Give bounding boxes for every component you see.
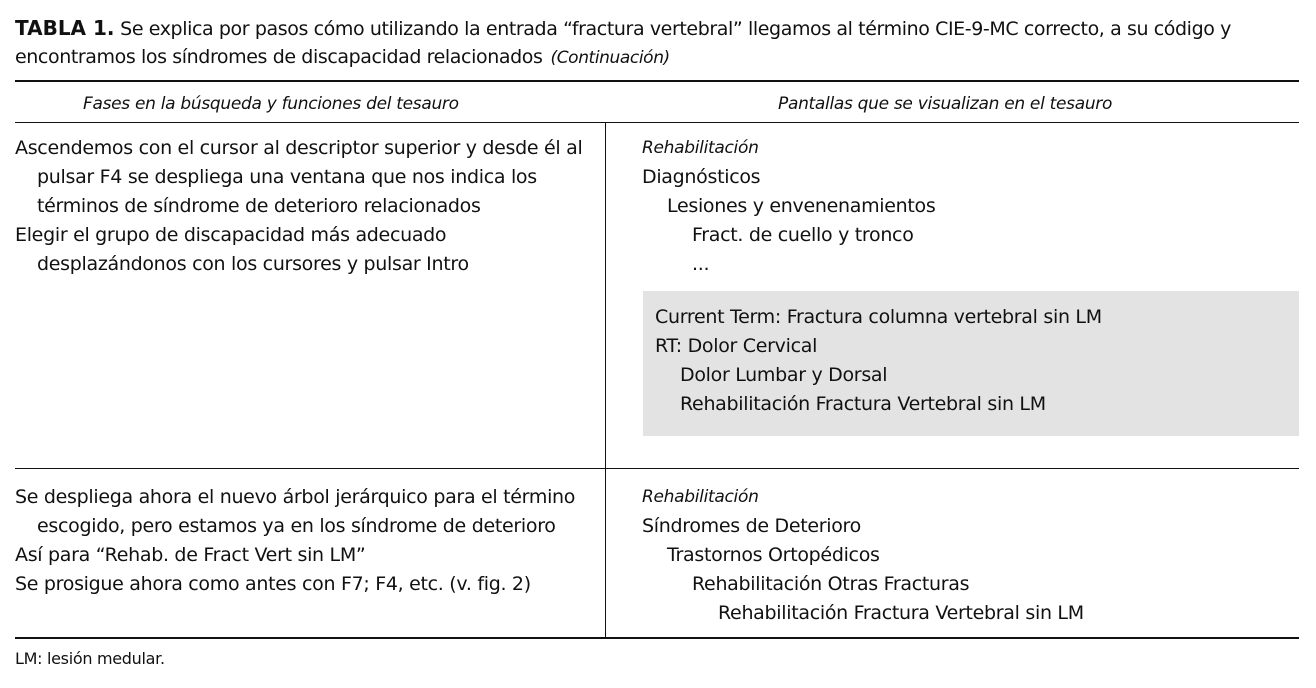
column-header-screens: Pantallas que se visualizan en el tesauro: [778, 94, 1113, 114]
row-divider: [15, 468, 1299, 469]
row1-tree-ellipsis: ...: [692, 253, 710, 275]
row1-step-1: Ascendemos con el cursor al descriptor superior y desde él al pulsar F4 se despliega una ventana que nos indica los términos de síndrome de deterioro relacionados: [15, 137, 583, 217]
row2-step-1: Se despliega ahora el nuevo árbol jerárquico para el término escogido, pero estamos ya en los síndrome de deterioro: [15, 486, 576, 537]
row2-step-2: Así para “Rehab. de Fract Vert sin LM”: [15, 544, 366, 566]
column-divider: [605, 123, 606, 637]
row2-tree-level4: Rehabilitación Fractura Vertebral sin LM: [718, 602, 1084, 624]
caption-text: Se explica por pasos cómo utilizando la entrada “fractura vertebral” llegamos al término CIE-9-MC correcto, a su código y encontramos los síndromes de discapacidad relacionados: [15, 18, 1231, 68]
related-term-item: Dolor Lumbar y Dorsal: [680, 364, 888, 386]
row1-step-2: Elegir el grupo de discapacidad más adecuado desplazándonos con los cursores y pulsar Intro: [15, 224, 469, 275]
row2-tree-root: Rehabilitación: [642, 487, 759, 507]
related-terms-window: [643, 291, 1299, 436]
footnote: LM: lesión medular.: [15, 649, 165, 668]
caption-continuation: (Continuación): [550, 48, 670, 68]
row1-tree: [642, 134, 1297, 279]
table-caption: [15, 14, 1305, 72]
row1-steps: [15, 134, 600, 279]
row1-tree-level2: Lesiones y envenenamientos: [667, 195, 936, 217]
related-term-item: Rehabilitación Fractura Vertebral sin LM: [680, 393, 1046, 415]
top-rule: [15, 80, 1299, 82]
bottom-rule: [15, 637, 1299, 639]
row2-tree: [642, 483, 1297, 628]
row2-tree-level3: Rehabilitación Otras Fracturas: [692, 573, 970, 595]
column-header-phases: Fases en la búsqueda y funciones del tesauro: [83, 94, 459, 114]
related-term-label: RT: Dolor Cervical: [655, 335, 818, 357]
header-rule: [15, 122, 1299, 123]
row2-step-3: Se prosigue ahora como antes con F7; F4, etc. (v. fig. 2): [15, 573, 531, 595]
row2-steps: [15, 483, 600, 599]
current-term: Current Term: Fractura columna vertebral sin LM: [655, 306, 1102, 328]
table-label: TABLA 1.: [15, 16, 115, 40]
row1-tree-root: Rehabilitación: [642, 138, 759, 158]
row1-tree-level3: Fract. de cuello y tronco: [692, 224, 914, 246]
row2-tree-level1: Síndromes de Deterioro: [642, 515, 861, 537]
row2-tree-level2: Trastornos Ortopédicos: [667, 544, 880, 566]
row1-tree-level1: Diagnósticos: [642, 166, 761, 188]
